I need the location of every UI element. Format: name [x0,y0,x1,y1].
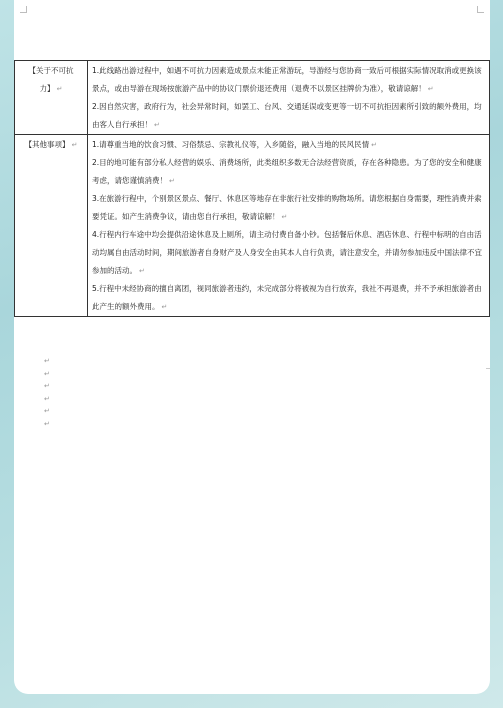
paragraph-mark: ↵ [281,213,288,221]
empty-paragraph-mark: ↵ [44,369,50,378]
other-matters-paragraph-3: 3.在旅游行程中，个别景区景点、餐厅、休息区等地存在非旅行社安排的购物场所。请您根据自身需要，理性消费并索要凭证。如产生消费争议，请由您自行承担，敬请谅解！ [92,194,482,221]
empty-paragraph-mark: ↵ [44,407,50,416]
force-majeure-label-line-1: 【关于不可抗 [28,66,74,75]
force-majeure-content-cell [88,61,490,135]
other-matters-paragraph-2: 2.目的地可能有部分私人经营的娱乐、消费场所，此类组织多数无合法经营资质，存在各种隐患。为了您的安全和健康考虑，请您谨慎消费！ [92,158,482,185]
other-matters-label-cell [15,135,88,317]
empty-paragraph-marks [44,355,50,431]
paragraph-mark: ↵ [371,141,378,149]
empty-paragraph-mark: ↵ [44,419,50,428]
paragraph-mark: ↵ [154,121,160,129]
document-page [14,0,490,694]
itinerary-notes-table [14,60,490,317]
page-edge-tick [486,368,490,369]
other-matters-content-cell [88,135,490,317]
page-corner-marker-left [20,6,27,13]
empty-paragraph-mark: ↵ [44,357,50,365]
paragraph-mark: ↵ [71,141,78,149]
paragraph-mark: ↵ [139,267,145,275]
paragraph-mark: ↵ [161,303,168,311]
page-corner-marker-right [477,6,484,13]
empty-paragraph-mark: ↵ [44,394,50,403]
paragraph-mark: ↵ [169,177,175,185]
force-majeure-row [15,61,490,135]
paragraph-mark: ↵ [427,85,434,93]
other-matters-label: 【其他事项】 [24,140,70,149]
other-matters-paragraph-5: 5.行程中未经协商的擅自离团，视同旅游者违约，未完成部分将被视为自行放弃，我社不再退费，并不予承担旅游者由此产生的额外费用。 [92,284,482,311]
other-matters-paragraph-4: 4.行程内行车途中均会提供沿途休息及上厕所，请主动付费自备小钞。包括餐后休息、酒店休息、行程中标明的自由活动均属自由活动时间，期间旅游者自身财产及人身安全由其本人自行负责，请注意安全，并请勿参加违反中国法律不宜参加的活动。 [92,230,482,275]
empty-paragraph-mark: ↵ [44,382,50,391]
paragraph-mark: ↵ [56,85,63,93]
force-majeure-label-line-2: 力】 [39,84,55,93]
force-majeure-label-cell [15,61,88,135]
other-matters-paragraph-1: 1.请尊重当地的饮食习惯、习俗禁忌、宗教礼仪等，入乡随俗，融入当地的民风民情 [92,140,370,149]
other-matters-row [15,135,490,317]
force-majeure-paragraph-2: 2.因自然灾害，政府行为，社会异常时间，如罢工、台风、交通延误或变更等一切不可抗拒因素所引致的额外费用，均由客人自行承担！ [92,102,482,129]
force-majeure-paragraph-1: 1.此线路出游过程中，如遇不可抗力因素造成景点未能正常游玩，导游经与您协商一致后可根据实际情况取消或更换该景点，或由导游在现场按旅游产品中的协议门票价退还费用（退费不以景区挂牌价为准），敬请谅解！ [92,66,482,93]
